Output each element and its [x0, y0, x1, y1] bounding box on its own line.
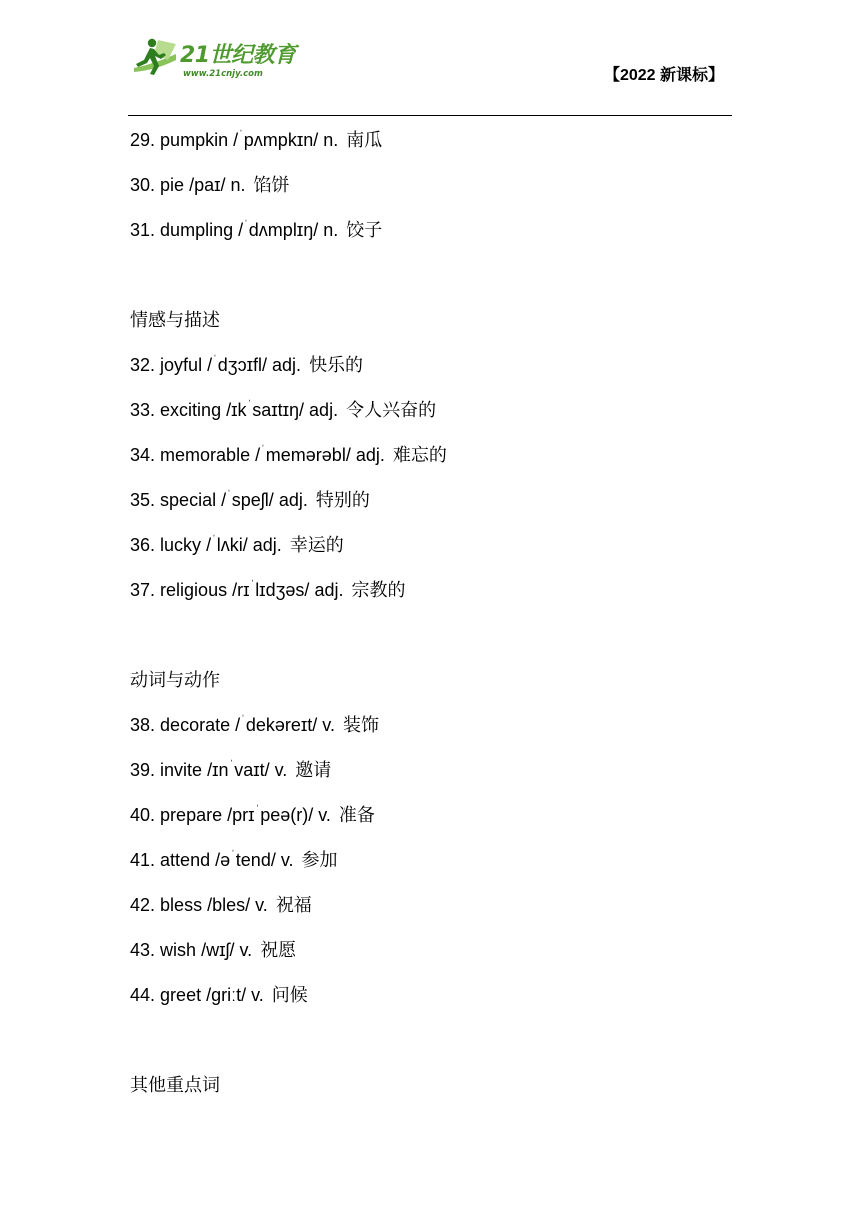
- header-divider: [128, 115, 732, 116]
- vocab-item: 36. lucky /ˈlʌki/ adj. 幸运的: [130, 534, 344, 555]
- vocab-item: 29. pumpkin /ˈpʌmpkɪn/ n. 南瓜: [130, 129, 383, 150]
- word: pumpkin: [160, 130, 229, 150]
- section-heading: 情感与描述: [130, 310, 220, 330]
- translation: 幸运的: [289, 535, 344, 555]
- phonetic: /ˈdʒɔɪfl/: [207, 354, 268, 375]
- vocab-item: 34. memorable /ˈmemərəbl/ adj. 难忘的: [130, 444, 447, 465]
- word: bless: [160, 895, 203, 915]
- curriculum-tag: 【2022 新课标】: [603, 67, 724, 84]
- phonetic: /paɪ/: [189, 175, 226, 195]
- translation: 邀请: [295, 760, 332, 780]
- page-header: [128, 30, 732, 116]
- logo: [128, 34, 298, 80]
- part-of-speech: n.: [323, 220, 339, 240]
- word: wish: [160, 940, 197, 960]
- vocab-item: 35. special /ˈspeʃl/ adj. 特别的: [130, 489, 370, 510]
- word: special: [160, 490, 217, 510]
- phonetic: /ˈdʌmplɪŋ/: [238, 219, 319, 240]
- part-of-speech: n.: [323, 130, 339, 150]
- part-of-speech: adj.: [309, 400, 339, 420]
- word: invite: [160, 760, 203, 780]
- phonetic: /əˈtend/: [215, 849, 276, 870]
- section-heading: 动词与动作: [130, 670, 220, 690]
- phonetic: /griːt/: [206, 985, 247, 1005]
- part-of-speech: adj.: [272, 355, 302, 375]
- translation: 南瓜: [346, 130, 383, 150]
- translation: 宗教的: [351, 580, 406, 600]
- translation: 参加: [301, 850, 338, 870]
- part-of-speech: n.: [230, 175, 246, 195]
- word: memorable: [160, 445, 251, 465]
- vocab-item: 31. dumpling /ˈdʌmplɪŋ/ n. 饺子: [130, 219, 383, 240]
- part-of-speech: v.: [255, 895, 268, 915]
- translation: 快乐的: [309, 355, 364, 375]
- word: dumpling: [160, 220, 234, 240]
- translation: 祝福: [275, 895, 312, 915]
- logo-text: 21世纪教育: [180, 43, 296, 68]
- part-of-speech: v.: [251, 985, 264, 1005]
- vocab-item: 38. decorate /ˈdekəreɪt/ v. 装饰: [130, 714, 379, 735]
- part-of-speech: adj.: [278, 490, 308, 510]
- part-of-speech: v.: [322, 715, 335, 735]
- part-of-speech: adj.: [355, 445, 385, 465]
- phonetic: /ˈpʌmpkɪn/: [233, 129, 319, 150]
- translation: 祝愿: [260, 940, 297, 960]
- translation: 问候: [271, 985, 308, 1005]
- word: joyful: [160, 355, 203, 375]
- phonetic: /ɪkˈsaɪtɪŋ/: [226, 399, 305, 420]
- translation: 特别的: [315, 490, 370, 510]
- section-heading: 其他重点词: [130, 1075, 220, 1095]
- vocab-item: 30. pie /paɪ/ n. 馅饼: [130, 175, 290, 195]
- part-of-speech: v.: [239, 940, 253, 960]
- word: exciting: [160, 400, 222, 420]
- vocab-item: 37. religious /rɪˈlɪdʒəs/ adj. 宗教的: [130, 579, 406, 600]
- translation: 准备: [338, 805, 375, 825]
- word: lucky: [160, 535, 202, 555]
- vocab-item: 43. wish /wɪʃ/ v. 祝愿: [130, 940, 297, 960]
- phonetic: /ɪnˈvaɪt/: [207, 759, 270, 780]
- translation: 令人兴奋的: [346, 400, 437, 420]
- translation: 装饰: [342, 715, 379, 735]
- translation: 饺子: [346, 220, 383, 240]
- phonetic: /bles/: [207, 895, 251, 915]
- word: attend: [160, 850, 211, 870]
- part-of-speech: adj.: [252, 535, 282, 555]
- part-of-speech: v.: [274, 760, 288, 780]
- word: religious: [160, 580, 228, 600]
- vocab-item: 32. joyful /ˈdʒɔɪfl/ adj. 快乐的: [130, 354, 364, 375]
- phonetic: /prɪˈpeə(r)/: [227, 804, 314, 825]
- vocab-item: 41. attend /əˈtend/ v. 参加: [130, 849, 338, 870]
- vocab-item: 40. prepare /prɪˈpeə(r)/ v. 准备: [130, 804, 375, 825]
- part-of-speech: adj.: [314, 580, 344, 600]
- phonetic: /ˈlʌki/: [206, 534, 248, 555]
- phonetic: /wɪʃ/: [201, 940, 235, 960]
- word: greet: [160, 985, 202, 1005]
- word: prepare: [160, 805, 223, 825]
- vocab-item: 42. bless /bles/ v. 祝福: [130, 895, 312, 915]
- word: decorate: [160, 715, 231, 735]
- phonetic: /ˈspeʃl/: [221, 489, 274, 510]
- runner-logo-icon: [128, 34, 180, 80]
- vocab-item: 33. exciting /ɪkˈsaɪtɪŋ/ adj. 令人兴奋的: [130, 399, 437, 420]
- word: pie: [160, 175, 185, 195]
- phonetic: /ˈdekəreɪt/: [235, 714, 318, 735]
- vocab-item: 39. invite /ɪnˈvaɪt/ v. 邀请: [130, 759, 332, 780]
- part-of-speech: v.: [280, 850, 294, 870]
- translation: 难忘的: [392, 445, 447, 465]
- phonetic: /rɪˈlɪdʒəs/: [232, 579, 310, 600]
- vocab-item: 44. greet /griːt/ v. 问候: [130, 985, 308, 1005]
- part-of-speech: v.: [318, 805, 331, 825]
- logo-url: www.21cnjy.com: [183, 69, 263, 79]
- translation: 馅饼: [253, 175, 290, 195]
- phonetic: /ˈmemərəbl/: [255, 444, 351, 465]
